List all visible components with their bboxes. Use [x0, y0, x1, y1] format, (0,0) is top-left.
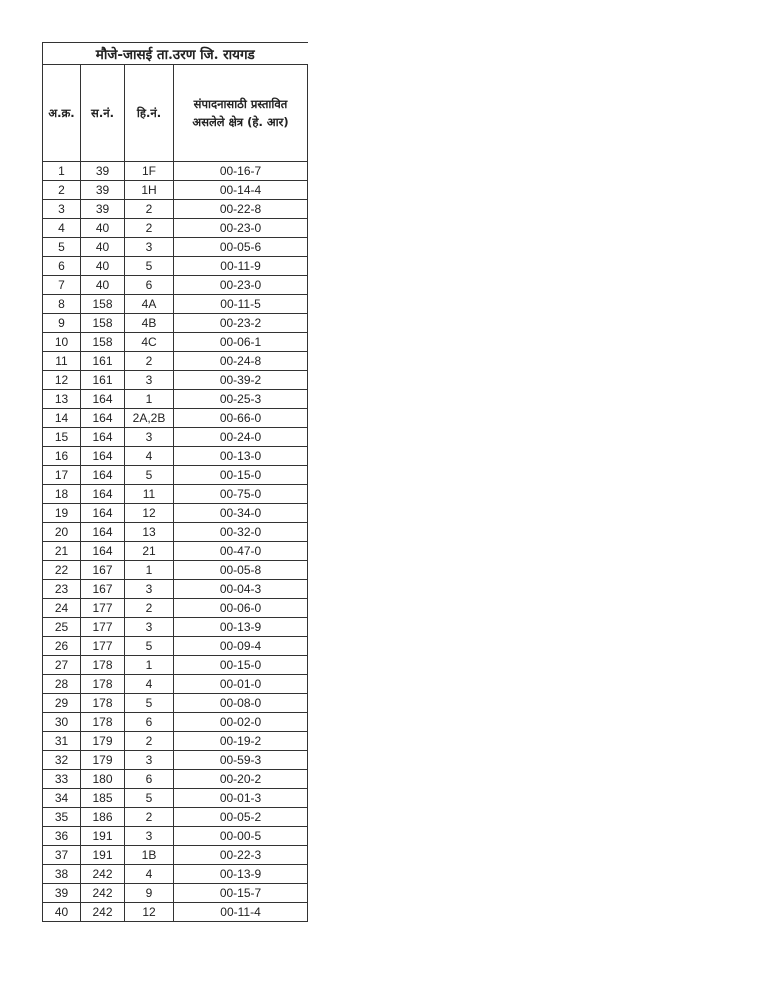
- cell-area: 00-34-0: [174, 504, 308, 523]
- cell-serial: 11: [43, 352, 81, 371]
- cell-survey-no: 167: [81, 580, 125, 599]
- cell-survey-no: 167: [81, 561, 125, 580]
- table-row: [43, 599, 308, 618]
- cell-hissa-no: 3: [125, 751, 174, 770]
- table-row: [43, 884, 308, 903]
- cell-hissa-no: 6: [125, 276, 174, 295]
- cell-area: 00-13-0: [174, 447, 308, 466]
- cell-survey-no: 164: [81, 485, 125, 504]
- cell-serial: 39: [43, 884, 81, 903]
- cell-area: 00-15-0: [174, 656, 308, 675]
- cell-area: 00-05-6: [174, 238, 308, 257]
- table-row: [43, 181, 308, 200]
- cell-serial: 12: [43, 371, 81, 390]
- cell-survey-no: 242: [81, 884, 125, 903]
- cell-hissa-no: 12: [125, 504, 174, 523]
- cell-hissa-no: 2: [125, 599, 174, 618]
- cell-serial: 7: [43, 276, 81, 295]
- cell-hissa-no: 4B: [125, 314, 174, 333]
- cell-hissa-no: 2A,2B: [125, 409, 174, 428]
- cell-serial: 27: [43, 656, 81, 675]
- cell-area: 00-02-0: [174, 713, 308, 732]
- table-row: [43, 770, 308, 789]
- cell-area: 00-11-9: [174, 257, 308, 276]
- cell-hissa-no: 1F: [125, 162, 174, 181]
- cell-survey-no: 164: [81, 523, 125, 542]
- cell-serial: 18: [43, 485, 81, 504]
- cell-area: 00-66-0: [174, 409, 308, 428]
- cell-survey-no: 178: [81, 675, 125, 694]
- cell-hissa-no: 5: [125, 466, 174, 485]
- table-row: [43, 865, 308, 884]
- table-row: [43, 276, 308, 295]
- cell-survey-no: 179: [81, 751, 125, 770]
- cell-hissa-no: 1H: [125, 181, 174, 200]
- cell-serial: 8: [43, 295, 81, 314]
- cell-area: 00-23-2: [174, 314, 308, 333]
- cell-area: 00-14-4: [174, 181, 308, 200]
- cell-hissa-no: 4C: [125, 333, 174, 352]
- cell-hissa-no: 4: [125, 447, 174, 466]
- cell-serial: 24: [43, 599, 81, 618]
- col-header-area-line2: असलेले क्षेत्र (हे. आर): [192, 115, 289, 129]
- cell-hissa-no: 2: [125, 219, 174, 238]
- cell-survey-no: 40: [81, 257, 125, 276]
- cell-survey-no: 191: [81, 827, 125, 846]
- cell-survey-no: 158: [81, 333, 125, 352]
- cell-serial: 34: [43, 789, 81, 808]
- cell-hissa-no: 4: [125, 675, 174, 694]
- cell-survey-no: 178: [81, 656, 125, 675]
- cell-serial: 37: [43, 846, 81, 865]
- cell-survey-no: 164: [81, 542, 125, 561]
- land-table: [42, 42, 308, 922]
- table-row: [43, 428, 308, 447]
- table-row: [43, 371, 308, 390]
- cell-area: 00-01-0: [174, 675, 308, 694]
- cell-survey-no: 177: [81, 637, 125, 656]
- cell-hissa-no: 6: [125, 713, 174, 732]
- cell-serial: 23: [43, 580, 81, 599]
- table-row: [43, 409, 308, 428]
- cell-area: 00-47-0: [174, 542, 308, 561]
- cell-serial: 20: [43, 523, 81, 542]
- cell-hissa-no: 3: [125, 428, 174, 447]
- table-row: [43, 694, 308, 713]
- cell-serial: 6: [43, 257, 81, 276]
- table-row: [43, 580, 308, 599]
- cell-area: 00-08-0: [174, 694, 308, 713]
- cell-survey-no: 164: [81, 504, 125, 523]
- col-header-hissa-no: हि.नं.: [125, 65, 174, 162]
- cell-survey-no: 180: [81, 770, 125, 789]
- cell-hissa-no: 9: [125, 884, 174, 903]
- table-row: [43, 162, 308, 181]
- cell-area: 00-15-0: [174, 466, 308, 485]
- title-row: [43, 43, 308, 65]
- cell-survey-no: 161: [81, 371, 125, 390]
- cell-hissa-no: 2: [125, 808, 174, 827]
- cell-area: 00-23-0: [174, 276, 308, 295]
- cell-serial: 25: [43, 618, 81, 637]
- cell-serial: 14: [43, 409, 81, 428]
- cell-serial: 9: [43, 314, 81, 333]
- table-row: [43, 257, 308, 276]
- cell-area: 00-01-3: [174, 789, 308, 808]
- table-row: [43, 903, 308, 922]
- cell-area: 00-05-8: [174, 561, 308, 580]
- cell-area: 00-15-7: [174, 884, 308, 903]
- cell-hissa-no: 3: [125, 827, 174, 846]
- cell-area: 00-20-2: [174, 770, 308, 789]
- village-title: मौजे-जासई ता.उरण जि. रायगड: [43, 43, 308, 65]
- cell-survey-no: 40: [81, 238, 125, 257]
- cell-survey-no: 158: [81, 295, 125, 314]
- cell-hissa-no: 3: [125, 580, 174, 599]
- cell-hissa-no: 5: [125, 694, 174, 713]
- cell-area: 00-39-2: [174, 371, 308, 390]
- cell-serial: 15: [43, 428, 81, 447]
- table-row: [43, 504, 308, 523]
- cell-survey-no: 164: [81, 390, 125, 409]
- cell-survey-no: 242: [81, 865, 125, 884]
- col-header-area: [174, 65, 308, 162]
- table-row: [43, 352, 308, 371]
- cell-area: 00-24-8: [174, 352, 308, 371]
- table-row: [43, 523, 308, 542]
- header-row: [43, 65, 308, 162]
- cell-area: 00-59-3: [174, 751, 308, 770]
- cell-hissa-no: 21: [125, 542, 174, 561]
- table-row: [43, 200, 308, 219]
- cell-serial: 10: [43, 333, 81, 352]
- cell-survey-no: 242: [81, 903, 125, 922]
- cell-area: 00-32-0: [174, 523, 308, 542]
- cell-serial: 13: [43, 390, 81, 409]
- table-row: [43, 846, 308, 865]
- cell-hissa-no: 3: [125, 618, 174, 637]
- cell-serial: 32: [43, 751, 81, 770]
- table-row: [43, 561, 308, 580]
- cell-serial: 1: [43, 162, 81, 181]
- cell-serial: 40: [43, 903, 81, 922]
- cell-hissa-no: 2: [125, 732, 174, 751]
- cell-survey-no: 178: [81, 713, 125, 732]
- cell-area: 00-05-2: [174, 808, 308, 827]
- cell-survey-no: 185: [81, 789, 125, 808]
- table-row: [43, 789, 308, 808]
- cell-serial: 35: [43, 808, 81, 827]
- cell-area: 00-11-5: [174, 295, 308, 314]
- table-row: [43, 390, 308, 409]
- cell-survey-no: 164: [81, 428, 125, 447]
- cell-serial: 2: [43, 181, 81, 200]
- cell-serial: 22: [43, 561, 81, 580]
- col-header-serial: अ.क्र.: [43, 65, 81, 162]
- table-row: [43, 219, 308, 238]
- cell-serial: 29: [43, 694, 81, 713]
- cell-hissa-no: 6: [125, 770, 174, 789]
- cell-survey-no: 164: [81, 466, 125, 485]
- cell-survey-no: 39: [81, 200, 125, 219]
- cell-serial: 4: [43, 219, 81, 238]
- cell-survey-no: 158: [81, 314, 125, 333]
- cell-serial: 28: [43, 675, 81, 694]
- table-body: [43, 162, 308, 922]
- cell-area: 00-16-7: [174, 162, 308, 181]
- table-row: [43, 675, 308, 694]
- cell-serial: 5: [43, 238, 81, 257]
- table-row: [43, 542, 308, 561]
- cell-hissa-no: 5: [125, 257, 174, 276]
- cell-area: 00-09-4: [174, 637, 308, 656]
- table-row: [43, 827, 308, 846]
- cell-hissa-no: 11: [125, 485, 174, 504]
- cell-hissa-no: 2: [125, 352, 174, 371]
- cell-serial: 38: [43, 865, 81, 884]
- cell-serial: 19: [43, 504, 81, 523]
- cell-area: 00-13-9: [174, 865, 308, 884]
- cell-serial: 30: [43, 713, 81, 732]
- cell-serial: 16: [43, 447, 81, 466]
- cell-survey-no: 177: [81, 618, 125, 637]
- cell-survey-no: 40: [81, 219, 125, 238]
- cell-area: 00-23-0: [174, 219, 308, 238]
- cell-serial: 33: [43, 770, 81, 789]
- cell-hissa-no: 2: [125, 200, 174, 219]
- col-header-area-line1: संपादनासाठी प्रस्तावित: [193, 97, 288, 111]
- cell-hissa-no: 1: [125, 561, 174, 580]
- cell-survey-no: 40: [81, 276, 125, 295]
- cell-survey-no: 178: [81, 694, 125, 713]
- cell-serial: 21: [43, 542, 81, 561]
- cell-hissa-no: 1: [125, 656, 174, 675]
- table-row: [43, 295, 308, 314]
- table-row: [43, 637, 308, 656]
- table-row: [43, 333, 308, 352]
- cell-hissa-no: 4A: [125, 295, 174, 314]
- table-row: [43, 618, 308, 637]
- cell-area: 00-06-0: [174, 599, 308, 618]
- table-row: [43, 447, 308, 466]
- cell-survey-no: 164: [81, 409, 125, 428]
- cell-serial: 17: [43, 466, 81, 485]
- table-row: [43, 713, 308, 732]
- table-row: [43, 238, 308, 257]
- cell-area: 00-00-5: [174, 827, 308, 846]
- cell-serial: 36: [43, 827, 81, 846]
- cell-area: 00-06-1: [174, 333, 308, 352]
- col-header-survey-no: स.नं.: [81, 65, 125, 162]
- table-row: [43, 732, 308, 751]
- cell-survey-no: 179: [81, 732, 125, 751]
- table-row: [43, 314, 308, 333]
- cell-hissa-no: 3: [125, 238, 174, 257]
- cell-hissa-no: 1B: [125, 846, 174, 865]
- cell-area: 00-04-3: [174, 580, 308, 599]
- table-row: [43, 656, 308, 675]
- cell-survey-no: 161: [81, 352, 125, 371]
- cell-hissa-no: 13: [125, 523, 174, 542]
- cell-survey-no: 191: [81, 846, 125, 865]
- cell-area: 00-24-0: [174, 428, 308, 447]
- cell-survey-no: 186: [81, 808, 125, 827]
- cell-survey-no: 39: [81, 162, 125, 181]
- cell-survey-no: 164: [81, 447, 125, 466]
- cell-serial: 31: [43, 732, 81, 751]
- cell-area: 00-11-4: [174, 903, 308, 922]
- cell-area: 00-25-3: [174, 390, 308, 409]
- land-acquisition-sheet: [42, 42, 307, 922]
- cell-serial: 26: [43, 637, 81, 656]
- cell-area: 00-13-9: [174, 618, 308, 637]
- cell-area: 00-22-3: [174, 846, 308, 865]
- cell-hissa-no: 4: [125, 865, 174, 884]
- cell-hissa-no: 12: [125, 903, 174, 922]
- table-row: [43, 466, 308, 485]
- table-row: [43, 808, 308, 827]
- table-row: [43, 751, 308, 770]
- cell-survey-no: 177: [81, 599, 125, 618]
- cell-area: 00-22-8: [174, 200, 308, 219]
- cell-hissa-no: 5: [125, 789, 174, 808]
- cell-serial: 3: [43, 200, 81, 219]
- cell-hissa-no: 3: [125, 371, 174, 390]
- cell-area: 00-19-2: [174, 732, 308, 751]
- cell-area: 00-75-0: [174, 485, 308, 504]
- cell-hissa-no: 5: [125, 637, 174, 656]
- cell-hissa-no: 1: [125, 390, 174, 409]
- table-row: [43, 485, 308, 504]
- cell-survey-no: 39: [81, 181, 125, 200]
